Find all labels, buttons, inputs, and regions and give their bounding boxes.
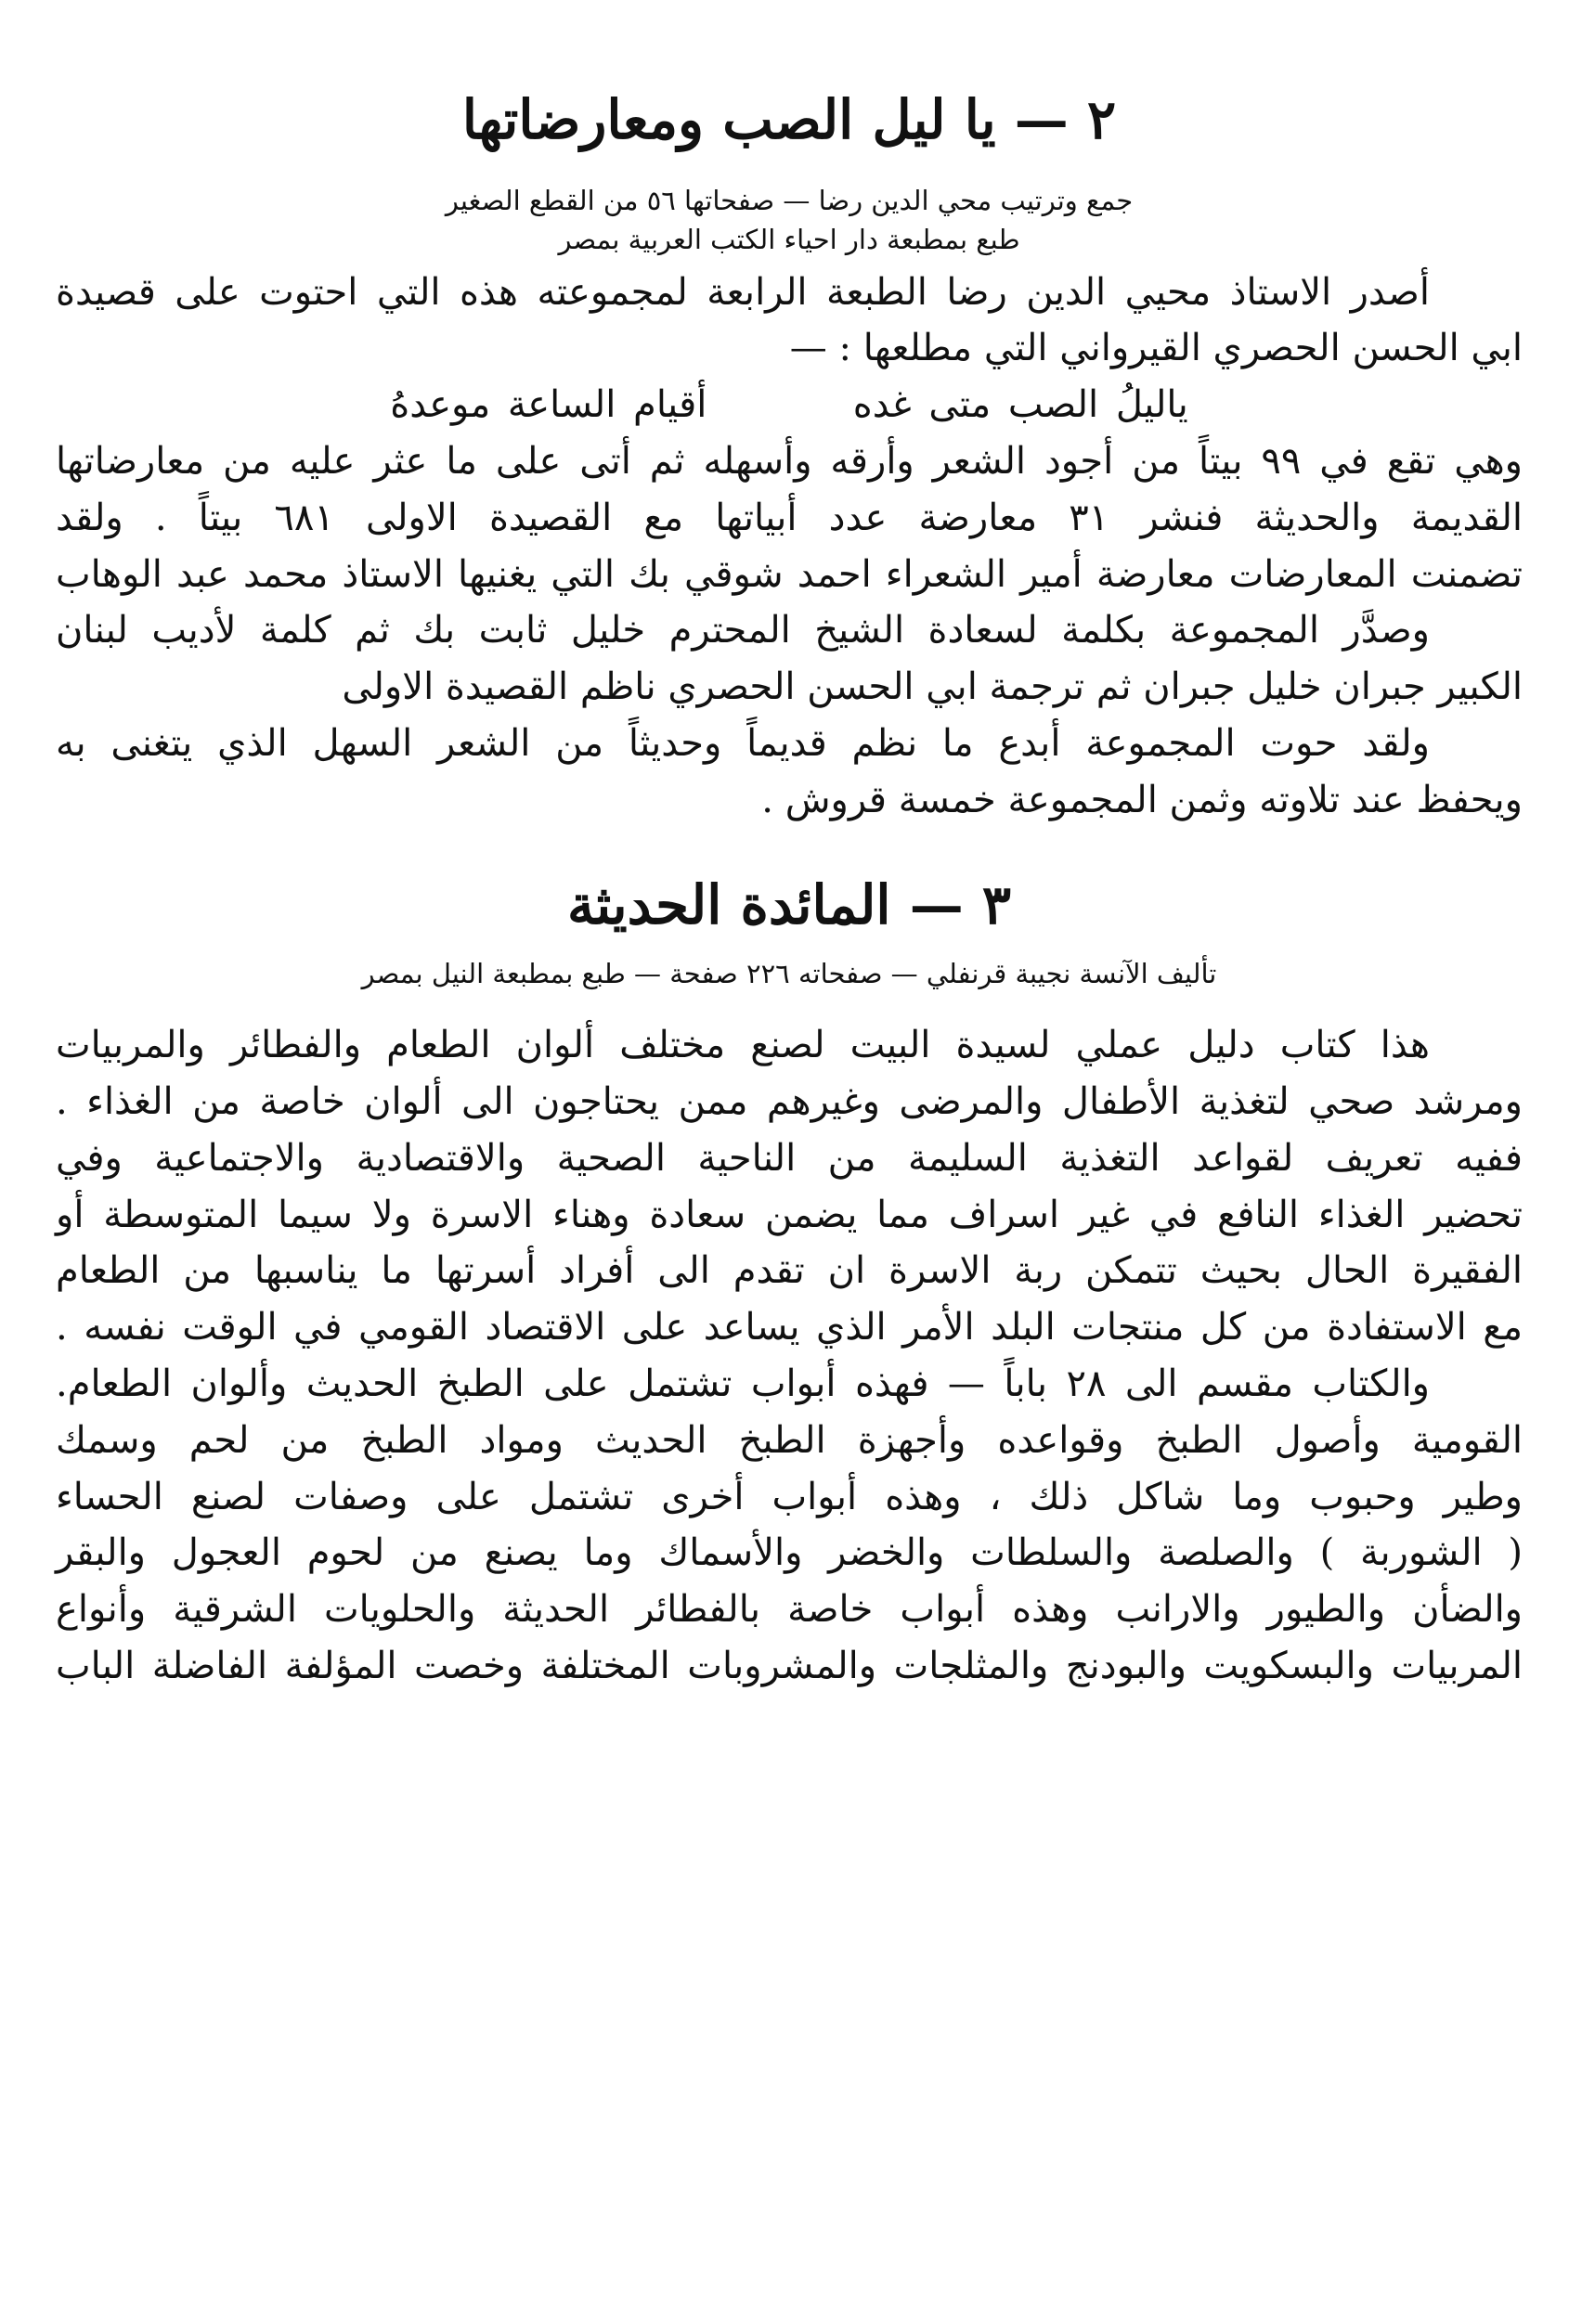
verse-first-hemistich: ياليلُ الصب متى غده	[852, 383, 1188, 427]
section-2-paragraph-3	[56, 602, 1523, 716]
text-line: والكتاب مقسم الى ٢٨ باباً — فهذه أبواب تشتمل على الطبخ الحديث وألوان الطعام.	[56, 1362, 1430, 1406]
text-line: هذا كتاب دليل عملي لسيدة البيت لصنع مختلف ألوان الطعام والفطائر والمربيات	[56, 1024, 1430, 1067]
text-line: تضمنت المعارضات معارضة أمير الشعراء احمد شوقي بك التي يغنيها الاستاذ محمد عبد الوهاب	[56, 552, 1523, 596]
text-line: المربيات والبسكويت والبودنج والمثلجات والمشروبات المختلفة وخصت المؤلفة الفاضلة الباب	[56, 1645, 1523, 1688]
section-divider-space	[56, 829, 1523, 873]
section-3-meta-line: تأليف الآنسة نجيبة قرنفلي — صفحاته ٢٢٦ صفحة — طبع بمطبعة النيل بمصر	[361, 958, 1217, 990]
text-line: والضأن والطيور والارانب وهذه أبواب خاصة بالفطائر الحديثة والحلويات الشرقية وأنواع	[56, 1588, 1523, 1632]
text-line: ويحفظ عند تلاوته وثمن المجموعة خمسة قروش .	[761, 778, 1523, 821]
text-line: الكبير جبران خليل جبران ثم ترجمة ابي الحسن الحصري ناظم القصيدة الاولى	[342, 665, 1523, 709]
verse-second-hemistich: أقيام الساعة موعدهُ	[390, 383, 707, 427]
section-3-meta	[56, 954, 1523, 993]
section-2-meta-line: طبع بمطبعة دار احياء الكتب العربية بمصر	[558, 223, 1020, 255]
text-line: وصدَّر المجموعة بكلمة لسعادة الشيخ المحترم خليل ثابت بك ثم كلمة لأديب لبنان	[56, 609, 1430, 652]
text-line: أصدر الاستاذ محيي الدين رضا الطبعة الرابعة لمجموعته هذه التي احتوت على قصيدة	[56, 270, 1430, 314]
text-line: تحضير الغذاء النافع في غير اسراف مما يضمن سعادة وهناء الاسرة ولا سيما المتوسطة أو	[56, 1193, 1523, 1236]
text-line: مع الاستفادة من كل منتجات البلد الأمر الذي يساعد على الاقتصاد القومي في الوقت نفسه .	[56, 1306, 1523, 1349]
poem-verse	[56, 377, 1523, 433]
text-line: ولقد حوت المجموعة أبدع ما نظم قديماً وحديثاً من الشعر السهل الذي يتغنى به	[56, 722, 1430, 766]
section-2-heading: ٢ — يا ليل الصب ومعارضاتها	[461, 88, 1117, 151]
section-3-paragraph-1	[56, 1017, 1523, 1356]
text-line: ففيه تعريف لقواعد التغذية السليمة من الناحية الصحية والاقتصادية والاجتماعية وفي	[56, 1136, 1523, 1180]
text-line: ابي الحسن الحصري القيرواني التي مطلعها : —	[789, 327, 1523, 370]
section-2-meta-line: جمع وترتيب محي الدين رضا — صفحاتها ٥٦ من القطع الصغير	[445, 184, 1134, 216]
section-2-meta	[56, 181, 1523, 259]
text-line: القديمة والحديثة فنشر ٣١ معارضة عدد أبياتها مع القصيدة الاولى ٦٨١ بيتاً . ولقد	[56, 496, 1524, 539]
text-line: القومية وأصول الطبخ وقواعده وأجهزة الطبخ الحديث ومواد الطبخ من لحم وسمك	[56, 1418, 1523, 1462]
section-2-paragraph-4	[56, 716, 1523, 829]
text-line: ومرشد صحي لتغذية الأطفال والمرضى وغيرهم ممن يحتاجون الى ألوان خاصة من الغذاء .	[56, 1080, 1523, 1124]
text-line: وطير وحبوب وما شاكل ذلك ، وهذه أبواب أخرى تشتمل على وصفات لصنع الحساء	[56, 1475, 1523, 1518]
document-page	[56, 88, 1523, 2288]
section-3-paragraph-2	[56, 1356, 1523, 1695]
text-line: ( الشوربة ) والصلصة والسلطات والخضر والأسماك وما يصنع من لحوم العجول والبقر	[56, 1531, 1523, 1575]
section-2-paragraph-1	[56, 265, 1523, 378]
section-3-heading: ٣ — المائدة الحديثة	[566, 872, 1012, 936]
section-2-paragraph-2	[56, 433, 1523, 602]
text-line: الفقيرة الحال بحيث تتمكن ربة الاسرة ان تقدم الى أفراد أسرتها ما يناسبها من الطعام	[56, 1249, 1523, 1293]
text-line: وهي تقع في ٩٩ بيتاً من أجود الشعر وأرقه وأسهله ثم أتى على ما عثر عليه من معارضاتها	[56, 440, 1523, 484]
